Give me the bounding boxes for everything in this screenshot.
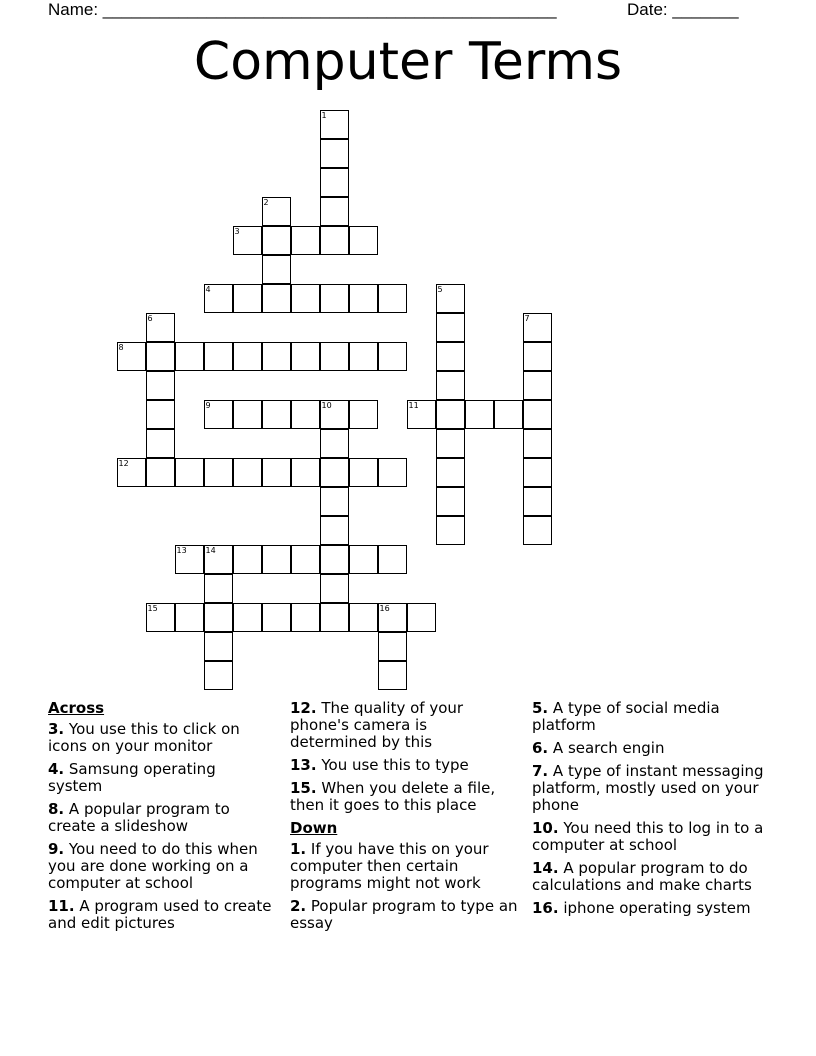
crossword-cell[interactable] xyxy=(204,632,233,661)
crossword-cell[interactable] xyxy=(233,342,262,371)
across-heading: Across xyxy=(48,699,105,717)
crossword-cell[interactable] xyxy=(349,603,378,632)
crossword-cell[interactable] xyxy=(204,661,233,690)
crossword-cell[interactable] xyxy=(523,342,552,371)
crossword-cell[interactable] xyxy=(146,400,175,429)
crossword-cell[interactable] xyxy=(436,313,465,342)
crossword-cell[interactable] xyxy=(320,545,349,574)
crossword-cell[interactable] xyxy=(291,342,320,371)
crossword-cell[interactable] xyxy=(204,284,233,313)
crossword-cell[interactable] xyxy=(436,429,465,458)
crossword-cell[interactable] xyxy=(523,313,552,342)
crossword-cell[interactable] xyxy=(494,400,523,429)
crossword-cell[interactable] xyxy=(262,603,291,632)
crossword-cell[interactable] xyxy=(436,284,465,313)
crossword-cell[interactable] xyxy=(204,603,233,632)
clue-number: 9. xyxy=(48,840,65,858)
crossword-cell[interactable] xyxy=(349,226,378,255)
crossword-cell[interactable] xyxy=(262,400,291,429)
crossword-cell[interactable] xyxy=(407,400,436,429)
clues-column-1 xyxy=(48,700,273,938)
clue-text: You use this to type xyxy=(316,756,469,774)
clue-text: A popular program to do calculations and make charts xyxy=(532,859,752,894)
cell-number: 15 xyxy=(147,603,158,613)
crossword-cell[interactable] xyxy=(233,400,262,429)
crossword-cell[interactable] xyxy=(146,429,175,458)
clue-item xyxy=(532,900,772,917)
crossword-cell[interactable] xyxy=(262,545,291,574)
crossword-cell[interactable] xyxy=(262,226,291,255)
crossword-cell[interactable] xyxy=(320,400,349,429)
clue-number: 11. xyxy=(48,897,75,915)
crossword-cell[interactable] xyxy=(204,342,233,371)
clue-number: 6. xyxy=(532,739,549,757)
crossword-cell[interactable] xyxy=(320,226,349,255)
clue-list xyxy=(290,841,518,932)
clues-column-3 xyxy=(532,700,772,923)
clue-number: 8. xyxy=(48,800,65,818)
clue-number: 7. xyxy=(532,762,549,780)
crossword-cell[interactable] xyxy=(320,458,349,487)
clue-text: Popular program to type an essay xyxy=(290,897,518,932)
clue-item xyxy=(48,761,273,795)
clue-list xyxy=(48,721,273,932)
crossword-cell[interactable] xyxy=(436,516,465,545)
crossword-cell[interactable] xyxy=(320,603,349,632)
crossword-cell[interactable] xyxy=(436,371,465,400)
clue-text: A type of social media platform xyxy=(532,699,720,734)
crossword-cell[interactable] xyxy=(233,284,262,313)
crossword-cell[interactable] xyxy=(233,226,262,255)
clue-item xyxy=(290,757,518,774)
crossword-cell[interactable] xyxy=(320,487,349,516)
clue-number: 15. xyxy=(290,779,317,797)
clue-text: When you delete a file, then it goes to this place xyxy=(290,779,496,814)
crossword-cell[interactable] xyxy=(523,371,552,400)
crossword-cell[interactable] xyxy=(349,400,378,429)
clue-text: A type of instant messaging platform, mostly used on your phone xyxy=(532,762,764,814)
cell-number: 5 xyxy=(437,284,443,294)
crossword-cell[interactable] xyxy=(204,400,233,429)
crossword-cell[interactable] xyxy=(436,400,465,429)
crossword-cell[interactable] xyxy=(320,574,349,603)
clue-item xyxy=(48,721,273,755)
page-title: Computer Terms xyxy=(193,32,623,92)
crossword-cell[interactable] xyxy=(117,342,146,371)
clue-item xyxy=(290,700,518,751)
crossword-cell[interactable] xyxy=(262,342,291,371)
cell-number: 2 xyxy=(263,197,269,207)
crossword-cell[interactable] xyxy=(291,545,320,574)
crossword-cell[interactable] xyxy=(146,342,175,371)
clue-item xyxy=(532,860,772,894)
clue-text: You need to do this when you are done working on a computer at school xyxy=(48,840,258,892)
crossword-cell[interactable] xyxy=(378,458,407,487)
crossword-cell[interactable] xyxy=(436,342,465,371)
crossword-cell[interactable] xyxy=(175,458,204,487)
crossword-cell[interactable] xyxy=(262,255,291,284)
clue-text: A program used to create and edit pictures xyxy=(48,897,272,932)
crossword-cell[interactable] xyxy=(349,342,378,371)
clue-number: 3. xyxy=(48,720,65,738)
date-field-label: Date: _______ xyxy=(627,0,739,19)
crossword-cell[interactable] xyxy=(233,603,262,632)
clue-item xyxy=(532,820,772,854)
crossword-cell[interactable] xyxy=(378,603,407,632)
clues-column-2 xyxy=(290,700,518,938)
cell-number: 9 xyxy=(205,400,211,410)
clue-item xyxy=(532,763,772,814)
crossword-cell[interactable] xyxy=(320,168,349,197)
crossword-cell[interactable] xyxy=(262,197,291,226)
clue-list xyxy=(290,700,518,814)
clue-text: You need this to log in to a computer at school xyxy=(532,819,764,854)
crossword-cell[interactable] xyxy=(378,284,407,313)
clue-item xyxy=(48,898,273,932)
clue-number: 2. xyxy=(290,897,307,915)
crossword-cell[interactable] xyxy=(378,632,407,661)
clue-text: You use this to click on icons on your monitor xyxy=(48,720,240,755)
crossword-cell[interactable] xyxy=(523,487,552,516)
crossword-cell[interactable] xyxy=(146,313,175,342)
clue-item xyxy=(290,841,518,892)
clue-number: 13. xyxy=(290,756,317,774)
crossword-cell[interactable] xyxy=(262,284,291,313)
crossword-cell[interactable] xyxy=(291,458,320,487)
crossword-cell[interactable] xyxy=(117,458,146,487)
cell-number: 8 xyxy=(118,342,124,352)
clue-number: 16. xyxy=(532,899,559,917)
name-field-label: Name: ________________________________________________ xyxy=(48,0,557,19)
clue-text: If you have this on your computer then certain programs might not work xyxy=(290,840,489,892)
crossword-cell[interactable] xyxy=(436,487,465,516)
clue-text: The quality of your phone's camera is determined by this xyxy=(290,699,464,751)
crossword-cell[interactable] xyxy=(291,226,320,255)
crossword-cell[interactable] xyxy=(204,545,233,574)
clue-item xyxy=(48,841,273,892)
clue-item xyxy=(290,898,518,932)
clue-number: 4. xyxy=(48,760,65,778)
down-heading: Down xyxy=(290,819,338,837)
clue-text: Samsung operating system xyxy=(48,760,216,795)
crossword-cell[interactable] xyxy=(175,545,204,574)
cell-number: 3 xyxy=(234,226,240,236)
cell-number: 16 xyxy=(379,603,390,613)
crossword-cell[interactable] xyxy=(175,342,204,371)
crossword-cell[interactable] xyxy=(320,342,349,371)
clue-number: 14. xyxy=(532,859,559,877)
crossword-cell[interactable] xyxy=(349,545,378,574)
clue-item xyxy=(532,740,772,757)
cell-number: 12 xyxy=(118,458,129,468)
crossword-cell[interactable] xyxy=(146,603,175,632)
clue-number: 12. xyxy=(290,699,317,717)
crossword-cell[interactable] xyxy=(320,110,349,139)
crossword-cell[interactable] xyxy=(523,458,552,487)
cell-number: 4 xyxy=(205,284,211,294)
clue-list xyxy=(532,700,772,917)
crossword-cell[interactable] xyxy=(233,545,262,574)
clue-number: 5. xyxy=(532,699,549,717)
crossword-cell[interactable] xyxy=(320,197,349,226)
crossword-cell[interactable] xyxy=(146,371,175,400)
cell-number: 1 xyxy=(321,110,327,120)
crossword-cell[interactable] xyxy=(146,458,175,487)
crossword-cell[interactable] xyxy=(523,400,552,429)
cell-number: 7 xyxy=(524,313,530,323)
crossword-cell[interactable] xyxy=(523,429,552,458)
cell-number: 11 xyxy=(408,400,419,410)
crossword-cell[interactable] xyxy=(204,458,233,487)
crossword-cell[interactable] xyxy=(204,574,233,603)
crossword-cell[interactable] xyxy=(378,342,407,371)
crossword-cell[interactable] xyxy=(291,400,320,429)
crossword-cell[interactable] xyxy=(291,284,320,313)
crossword-cell[interactable] xyxy=(320,429,349,458)
crossword-cell[interactable] xyxy=(349,458,378,487)
clue-number: 1. xyxy=(290,840,307,858)
clue-item xyxy=(532,700,772,734)
crossword-cell[interactable] xyxy=(349,284,378,313)
crossword-cell[interactable] xyxy=(465,400,494,429)
cell-number: 14 xyxy=(205,545,216,555)
clue-item xyxy=(290,780,518,814)
crossword-cell[interactable] xyxy=(320,516,349,545)
crossword-cell[interactable] xyxy=(320,284,349,313)
clue-text: A search engin xyxy=(548,739,665,757)
crossword-cell[interactable] xyxy=(378,545,407,574)
crossword-cell[interactable] xyxy=(378,661,407,690)
clue-text: A popular program to create a slideshow xyxy=(48,800,230,835)
crossword-cell[interactable] xyxy=(320,139,349,168)
clue-number: 10. xyxy=(532,819,559,837)
crossword-cell[interactable] xyxy=(175,603,204,632)
cell-number: 10 xyxy=(321,400,332,410)
cell-number: 6 xyxy=(147,313,153,323)
crossword-cell[interactable] xyxy=(233,458,262,487)
crossword-cell[interactable] xyxy=(407,603,436,632)
crossword-cell[interactable] xyxy=(291,603,320,632)
crossword-cell[interactable] xyxy=(436,458,465,487)
cell-number: 13 xyxy=(176,545,187,555)
crossword-cell[interactable] xyxy=(523,516,552,545)
crossword-cell[interactable] xyxy=(262,458,291,487)
clue-text: iphone operating system xyxy=(558,899,751,917)
clue-item xyxy=(48,801,273,835)
